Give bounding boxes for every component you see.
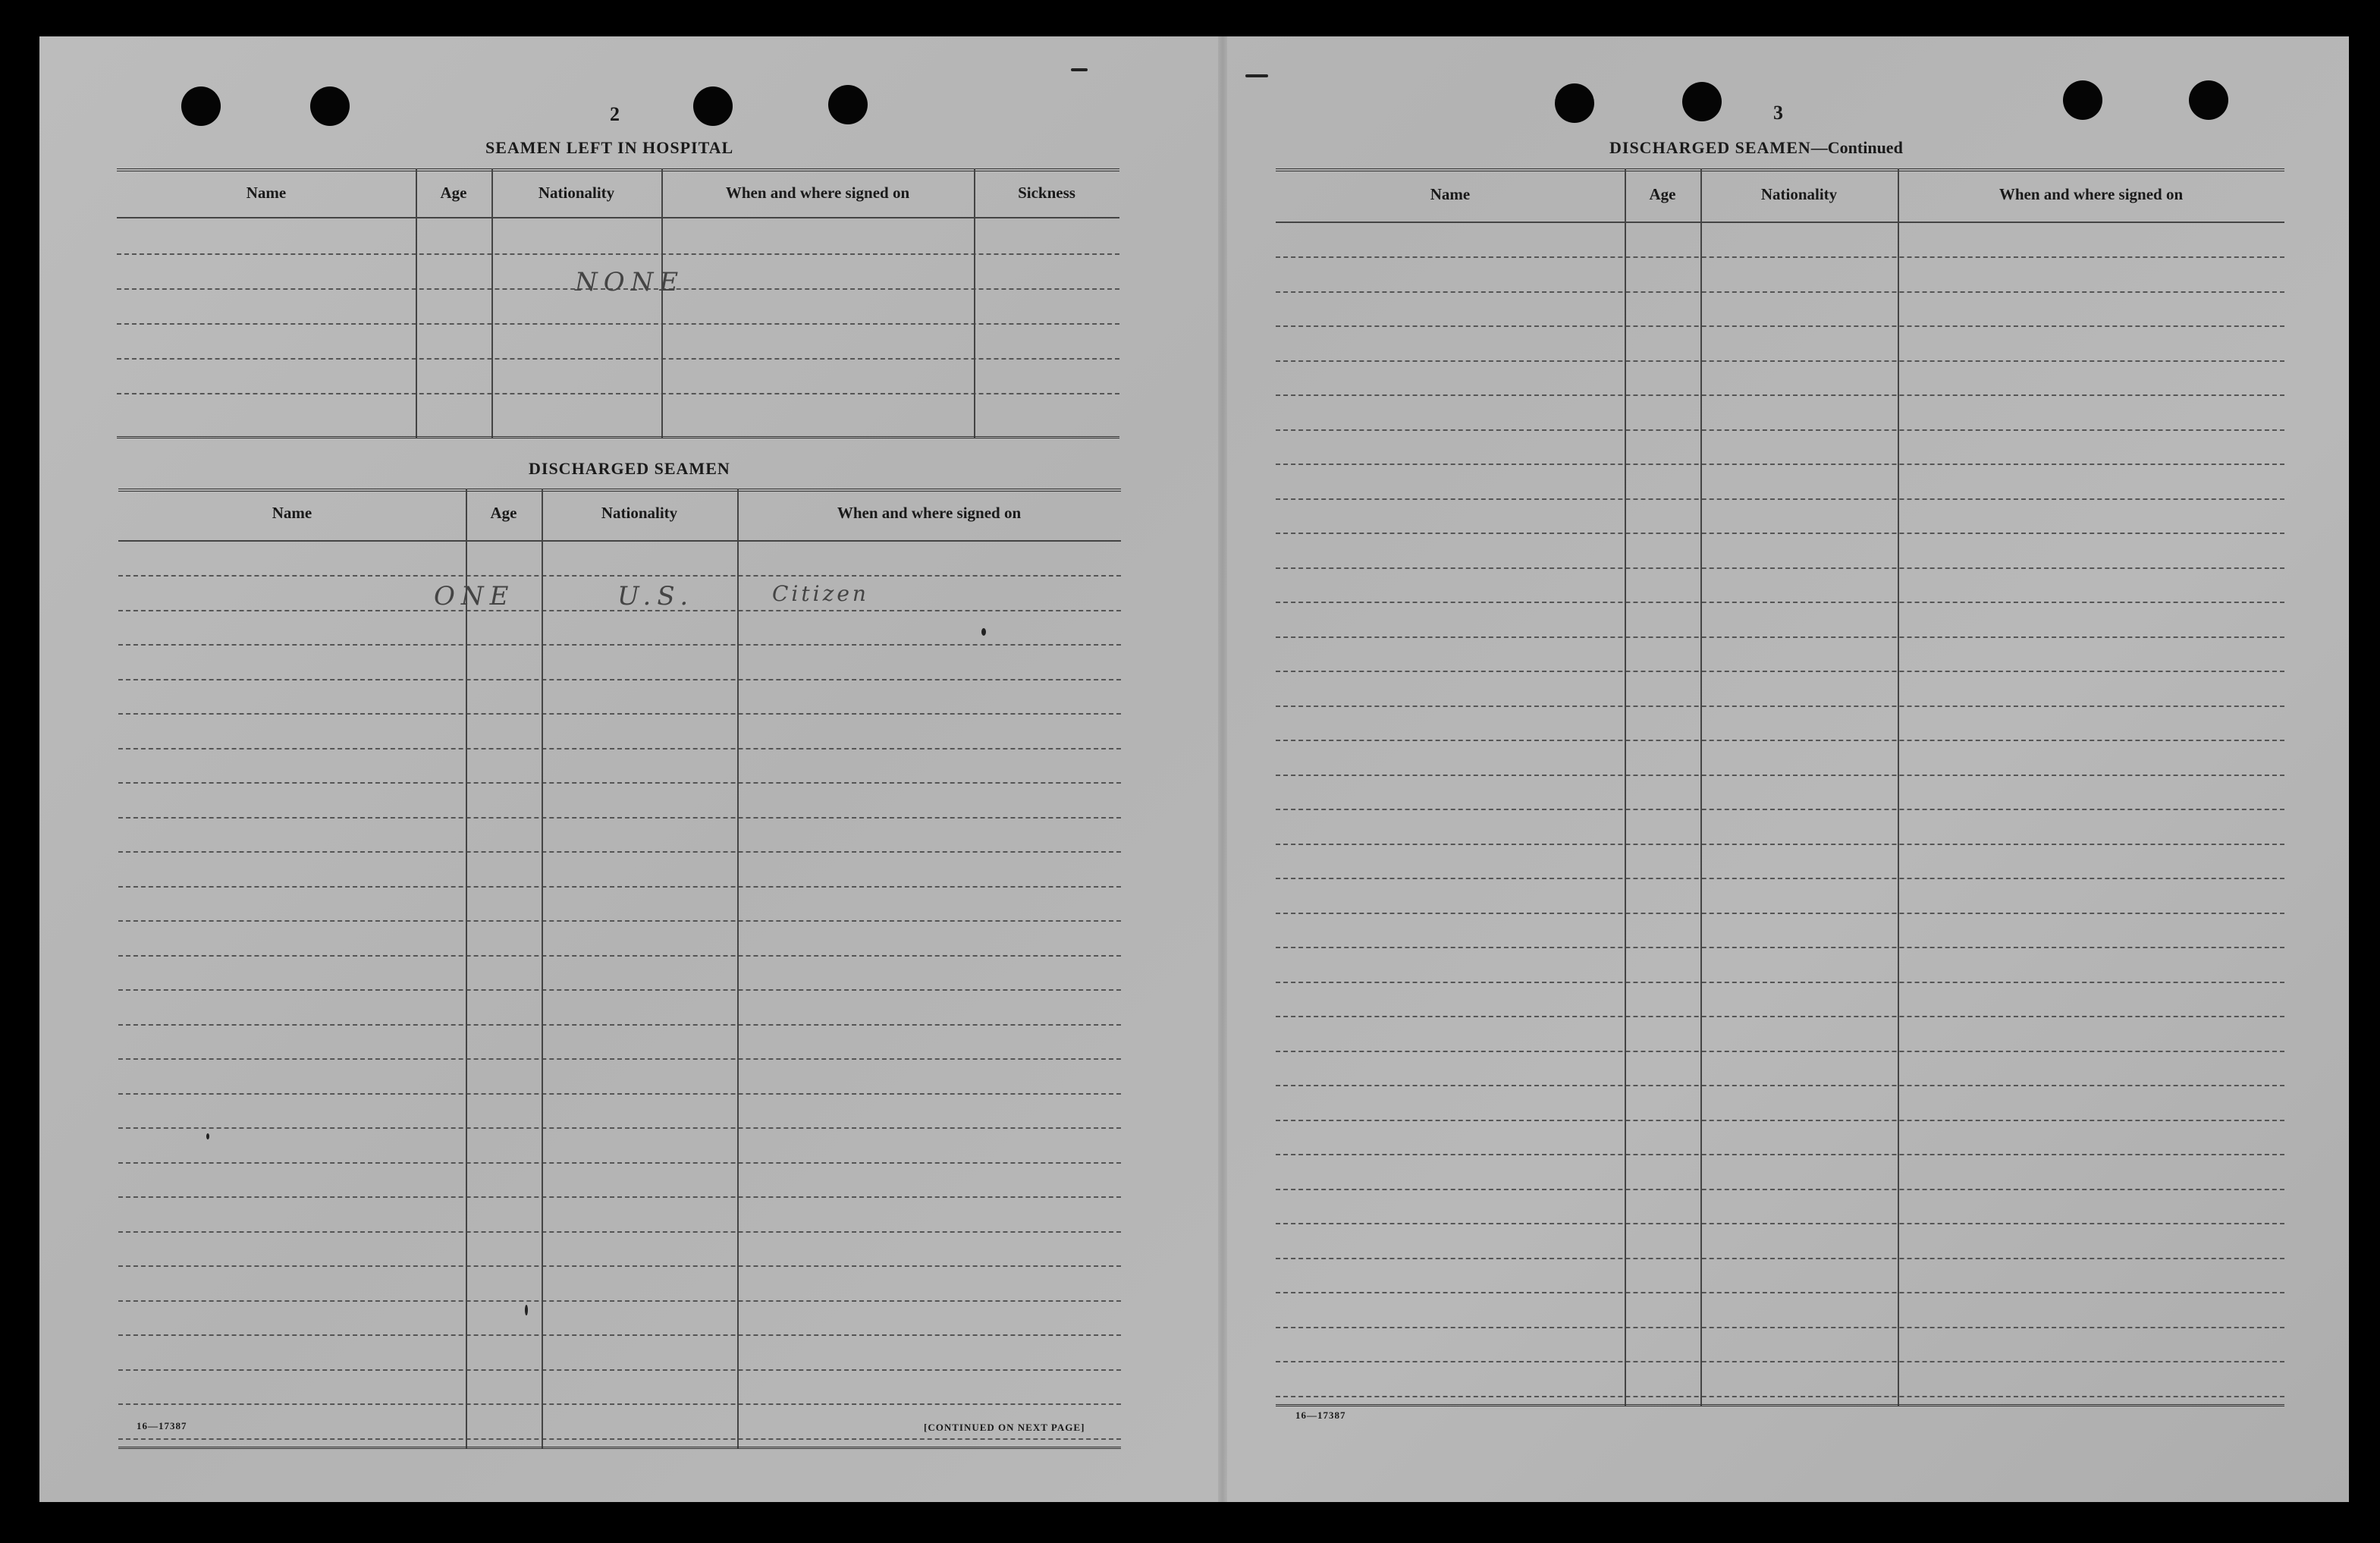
ruled-line xyxy=(1276,256,2284,258)
ruled-line xyxy=(118,955,1121,957)
handwritten-signed-on: Citizen xyxy=(772,581,869,606)
ruled-line xyxy=(1276,1223,2284,1224)
ruled-line xyxy=(1276,740,2284,741)
hospital-heading: SEAMEN LEFT IN HOSPITAL xyxy=(485,138,734,157)
ruled-line xyxy=(1276,671,2284,672)
ruled-line xyxy=(1276,1016,2284,1017)
handwritten-nationality: U.S. xyxy=(617,581,695,611)
ruled-line xyxy=(1276,913,2284,914)
page-fold xyxy=(1218,36,1227,1502)
ruled-line xyxy=(118,1093,1121,1095)
ruled-line xyxy=(118,920,1121,922)
ruled-line xyxy=(118,1058,1121,1060)
ruled-line xyxy=(118,1196,1121,1198)
ruled-line xyxy=(1276,360,2284,362)
ruled-line xyxy=(1276,1361,2284,1362)
ruled-line xyxy=(1276,1292,2284,1293)
page-number-left: 2 xyxy=(610,103,620,125)
ruled-line xyxy=(1276,1154,2284,1155)
ruled-line xyxy=(118,1231,1121,1233)
page-number-right: 3 xyxy=(1773,102,1783,124)
binder-hole xyxy=(1555,83,1594,123)
ink-speck xyxy=(525,1305,528,1315)
ruled-line xyxy=(1276,844,2284,845)
col-name: Name xyxy=(246,184,287,202)
ruled-line xyxy=(1276,1051,2284,1052)
col-name: Name xyxy=(272,504,312,522)
col-nationality: Nationality xyxy=(1760,185,1838,203)
binder-hole xyxy=(1682,82,1722,121)
ruled-line xyxy=(118,1369,1121,1371)
ruled-line xyxy=(118,1438,1121,1440)
ruled-line xyxy=(118,575,1121,577)
discharged-table-left xyxy=(118,489,1121,1449)
ruled-line xyxy=(118,1024,1121,1026)
ruled-line xyxy=(1276,775,2284,776)
ruled-line xyxy=(1276,1085,2284,1086)
hospital-table xyxy=(117,168,1119,438)
ruled-line xyxy=(118,1403,1121,1405)
ruled-line xyxy=(1276,429,2284,431)
ruled-line xyxy=(1276,1327,2284,1328)
heading-suffix: —Continued xyxy=(1810,138,1903,157)
form-number-left: 16—17387 xyxy=(137,1420,187,1431)
ruled-line xyxy=(118,1265,1121,1267)
continued-note: [CONTINUED ON NEXT PAGE] xyxy=(924,1422,1085,1433)
ruled-line xyxy=(1276,567,2284,569)
ruled-line xyxy=(1276,394,2284,396)
ruled-line xyxy=(118,679,1121,680)
ruled-line xyxy=(118,886,1121,888)
ruled-line xyxy=(1276,1258,2284,1259)
col-age: Age xyxy=(440,184,467,202)
binder-hole xyxy=(181,86,221,126)
ink-speck xyxy=(1245,74,1268,77)
ruled-line xyxy=(1276,1189,2284,1190)
col-signed-on: When and where signed on xyxy=(725,184,910,202)
ruled-line xyxy=(118,851,1121,853)
heading-text: DISCHARGED SEAMEN xyxy=(1609,138,1811,157)
ink-speck xyxy=(1071,68,1088,71)
ruled-line xyxy=(1276,291,2284,293)
ruled-line xyxy=(118,1127,1121,1129)
binder-hole xyxy=(693,86,733,126)
col-nationality: Nationality xyxy=(601,504,678,522)
ruled-line xyxy=(1276,878,2284,879)
ink-speck xyxy=(206,1133,209,1139)
discharged-table-right xyxy=(1276,168,2284,1406)
form-number-right: 16—17387 xyxy=(1295,1409,1346,1421)
ruled-line xyxy=(118,1334,1121,1336)
discharged-heading-right xyxy=(1609,138,1903,158)
binder-hole xyxy=(2189,80,2228,120)
ruled-line xyxy=(1276,498,2284,500)
col-age: Age xyxy=(490,504,517,522)
ruled-line xyxy=(1276,464,2284,465)
ruled-line xyxy=(118,748,1121,750)
ruled-line xyxy=(118,817,1121,819)
document-sheet xyxy=(39,36,2349,1502)
ruled-line xyxy=(118,782,1121,784)
ruled-line xyxy=(1276,706,2284,707)
ruled-line xyxy=(1276,602,2284,603)
ruled-line xyxy=(1276,636,2284,638)
ruled-line xyxy=(1276,809,2284,810)
ruled-line xyxy=(1276,533,2284,534)
binder-hole xyxy=(828,85,868,124)
ruled-line xyxy=(118,989,1121,991)
binder-hole xyxy=(2063,80,2102,120)
col-age: Age xyxy=(1649,185,1676,203)
ruled-line xyxy=(1276,947,2284,948)
col-nationality: Nationality xyxy=(538,184,615,202)
ruled-line xyxy=(1276,1396,2284,1397)
col-name: Name xyxy=(1430,185,1471,203)
handwritten-count: ONE xyxy=(434,581,515,611)
ruled-line xyxy=(118,1162,1121,1164)
discharged-heading-left: DISCHARGED SEAMEN xyxy=(529,459,730,478)
col-sickness: Sickness xyxy=(1018,184,1075,202)
binder-hole xyxy=(310,86,350,126)
ruled-line xyxy=(1276,325,2284,327)
ruled-line xyxy=(118,1300,1121,1302)
col-signed-on: When and where signed on xyxy=(837,504,1022,522)
ruled-line xyxy=(118,644,1121,646)
col-signed-on: When and where signed on xyxy=(1999,185,2184,203)
ruled-line xyxy=(1276,1120,2284,1121)
handwritten-none: NONE xyxy=(575,267,685,297)
ruled-line xyxy=(1276,982,2284,983)
ruled-line xyxy=(118,713,1121,715)
ink-speck xyxy=(981,628,986,636)
